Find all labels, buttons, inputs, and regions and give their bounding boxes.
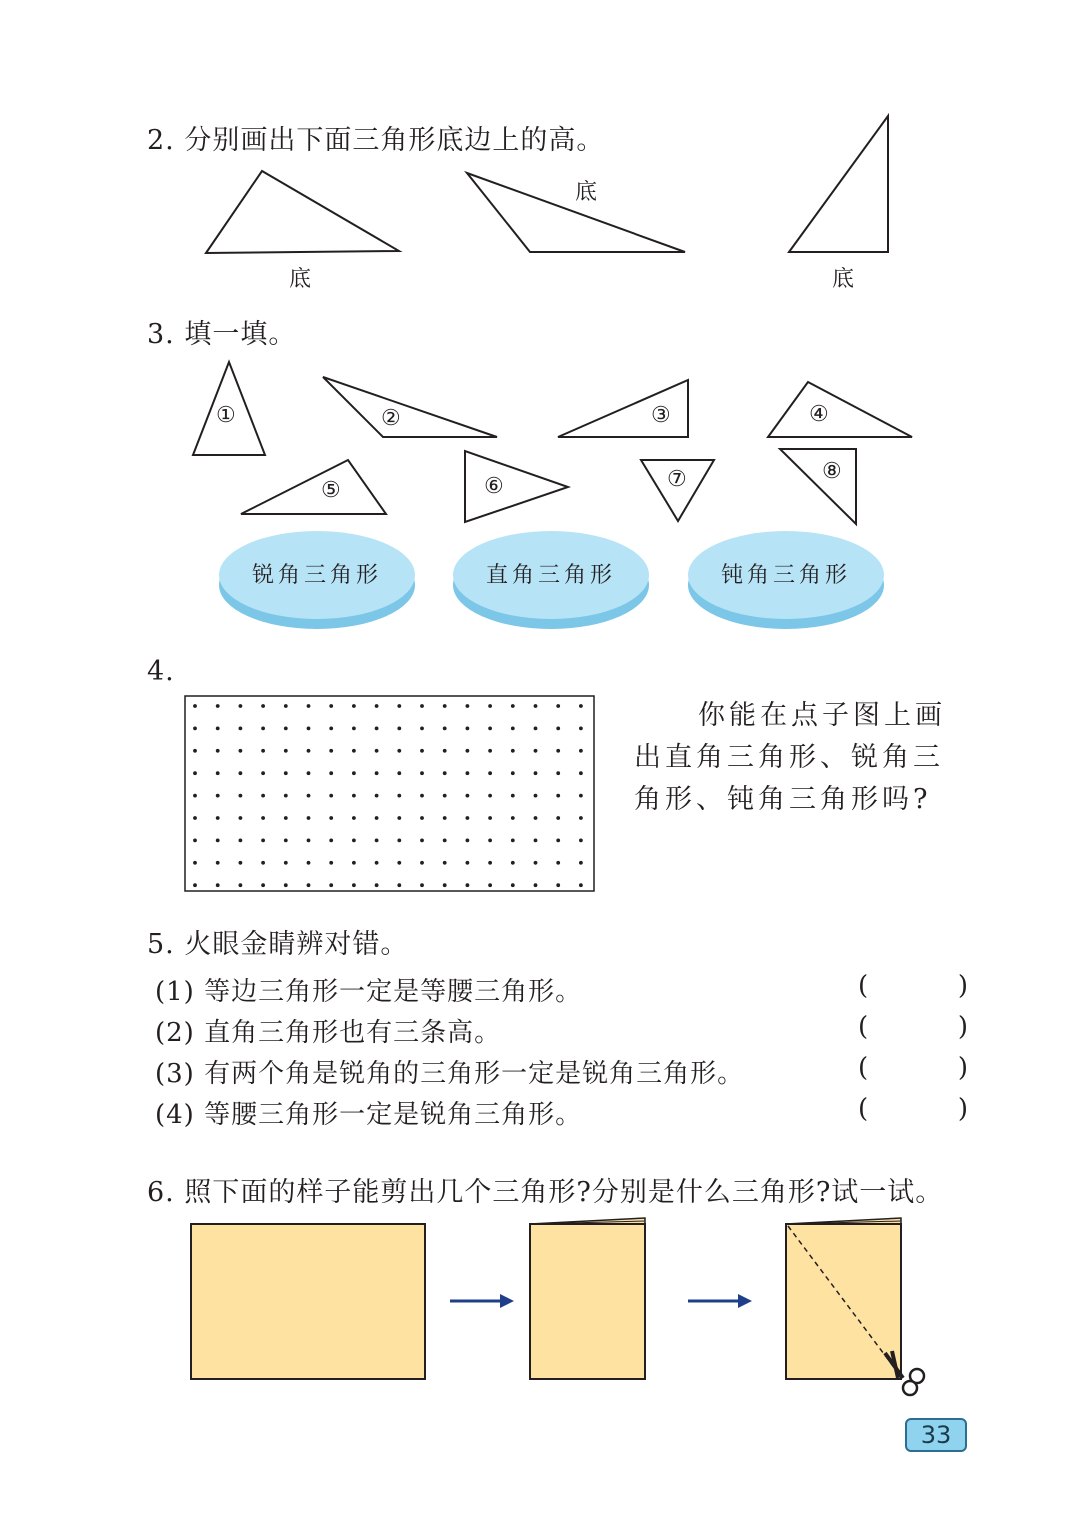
triangle-number-6: ⑥	[484, 474, 504, 499]
q2-base-label-1: 底	[289, 267, 312, 292]
category-right-label: 直角三角形	[485, 563, 616, 588]
q5-item-text: 有两个角是锐角的三角形一定是锐角三角形。	[204, 1059, 745, 1089]
triangle-number-2: ②	[381, 406, 401, 431]
category-acute-label: 锐角三角形	[251, 563, 382, 588]
q5-item-number: (1)	[155, 977, 195, 1007]
q6-title: 6. 照下面的样子能剪出几个三角形?分别是什么三角形?试一试。	[147, 1177, 944, 1208]
triangle-number-5: ⑤	[321, 478, 341, 503]
q5-item-text: 直角三角形也有三条高。	[204, 1018, 502, 1048]
triangle-number-1: ①	[216, 403, 236, 428]
paper-sheet-folded	[530, 1218, 645, 1379]
q5-answer-blank-2[interactable]: ( )	[858, 1012, 968, 1042]
arrow-right-icon	[450, 1294, 514, 1308]
q2-title: 2. 分别画出下面三角形底边上的高。	[147, 125, 605, 156]
page-number: 33	[905, 1418, 967, 1452]
q2-base-label-3: 底	[832, 267, 855, 292]
q5-answer-blank-4[interactable]: ( )	[858, 1094, 968, 1124]
category-obtuse-label: 钝角三角形	[720, 563, 851, 588]
q5-item-number: (3)	[155, 1059, 195, 1089]
q3-title: 3. 填一填。	[147, 319, 297, 350]
paper-sheet-full	[191, 1224, 425, 1379]
q5-item-text: 等腰三角形一定是锐角三角形。	[204, 1100, 583, 1130]
q5-answer-blank-3[interactable]: ( )	[858, 1053, 968, 1083]
arrow-right-icon	[688, 1294, 752, 1308]
q5-item-number: (2)	[155, 1018, 195, 1048]
q5-item-number: (4)	[155, 1100, 195, 1130]
q2-base-label-2: 底	[575, 180, 598, 205]
paper-sheet-cut	[786, 1218, 901, 1379]
q5-item-text: 等边三角形一定是等腰三角形。	[204, 977, 583, 1007]
q4-prompt-text: 你能在点子图上画出直角三角形、锐角三角形、钝角三角形吗?	[634, 700, 946, 815]
q5-answer-blank-1[interactable]: ( )	[858, 971, 968, 1001]
triangle-number-4: ④	[809, 402, 829, 427]
triangle-number-7: ⑦	[667, 467, 687, 492]
q5-title: 5. 火眼金睛辨对错。	[147, 929, 409, 960]
triangle-number-3: ③	[651, 403, 671, 428]
triangle-number-8: ⑧	[822, 459, 842, 484]
q4-title: 4.	[147, 656, 175, 687]
